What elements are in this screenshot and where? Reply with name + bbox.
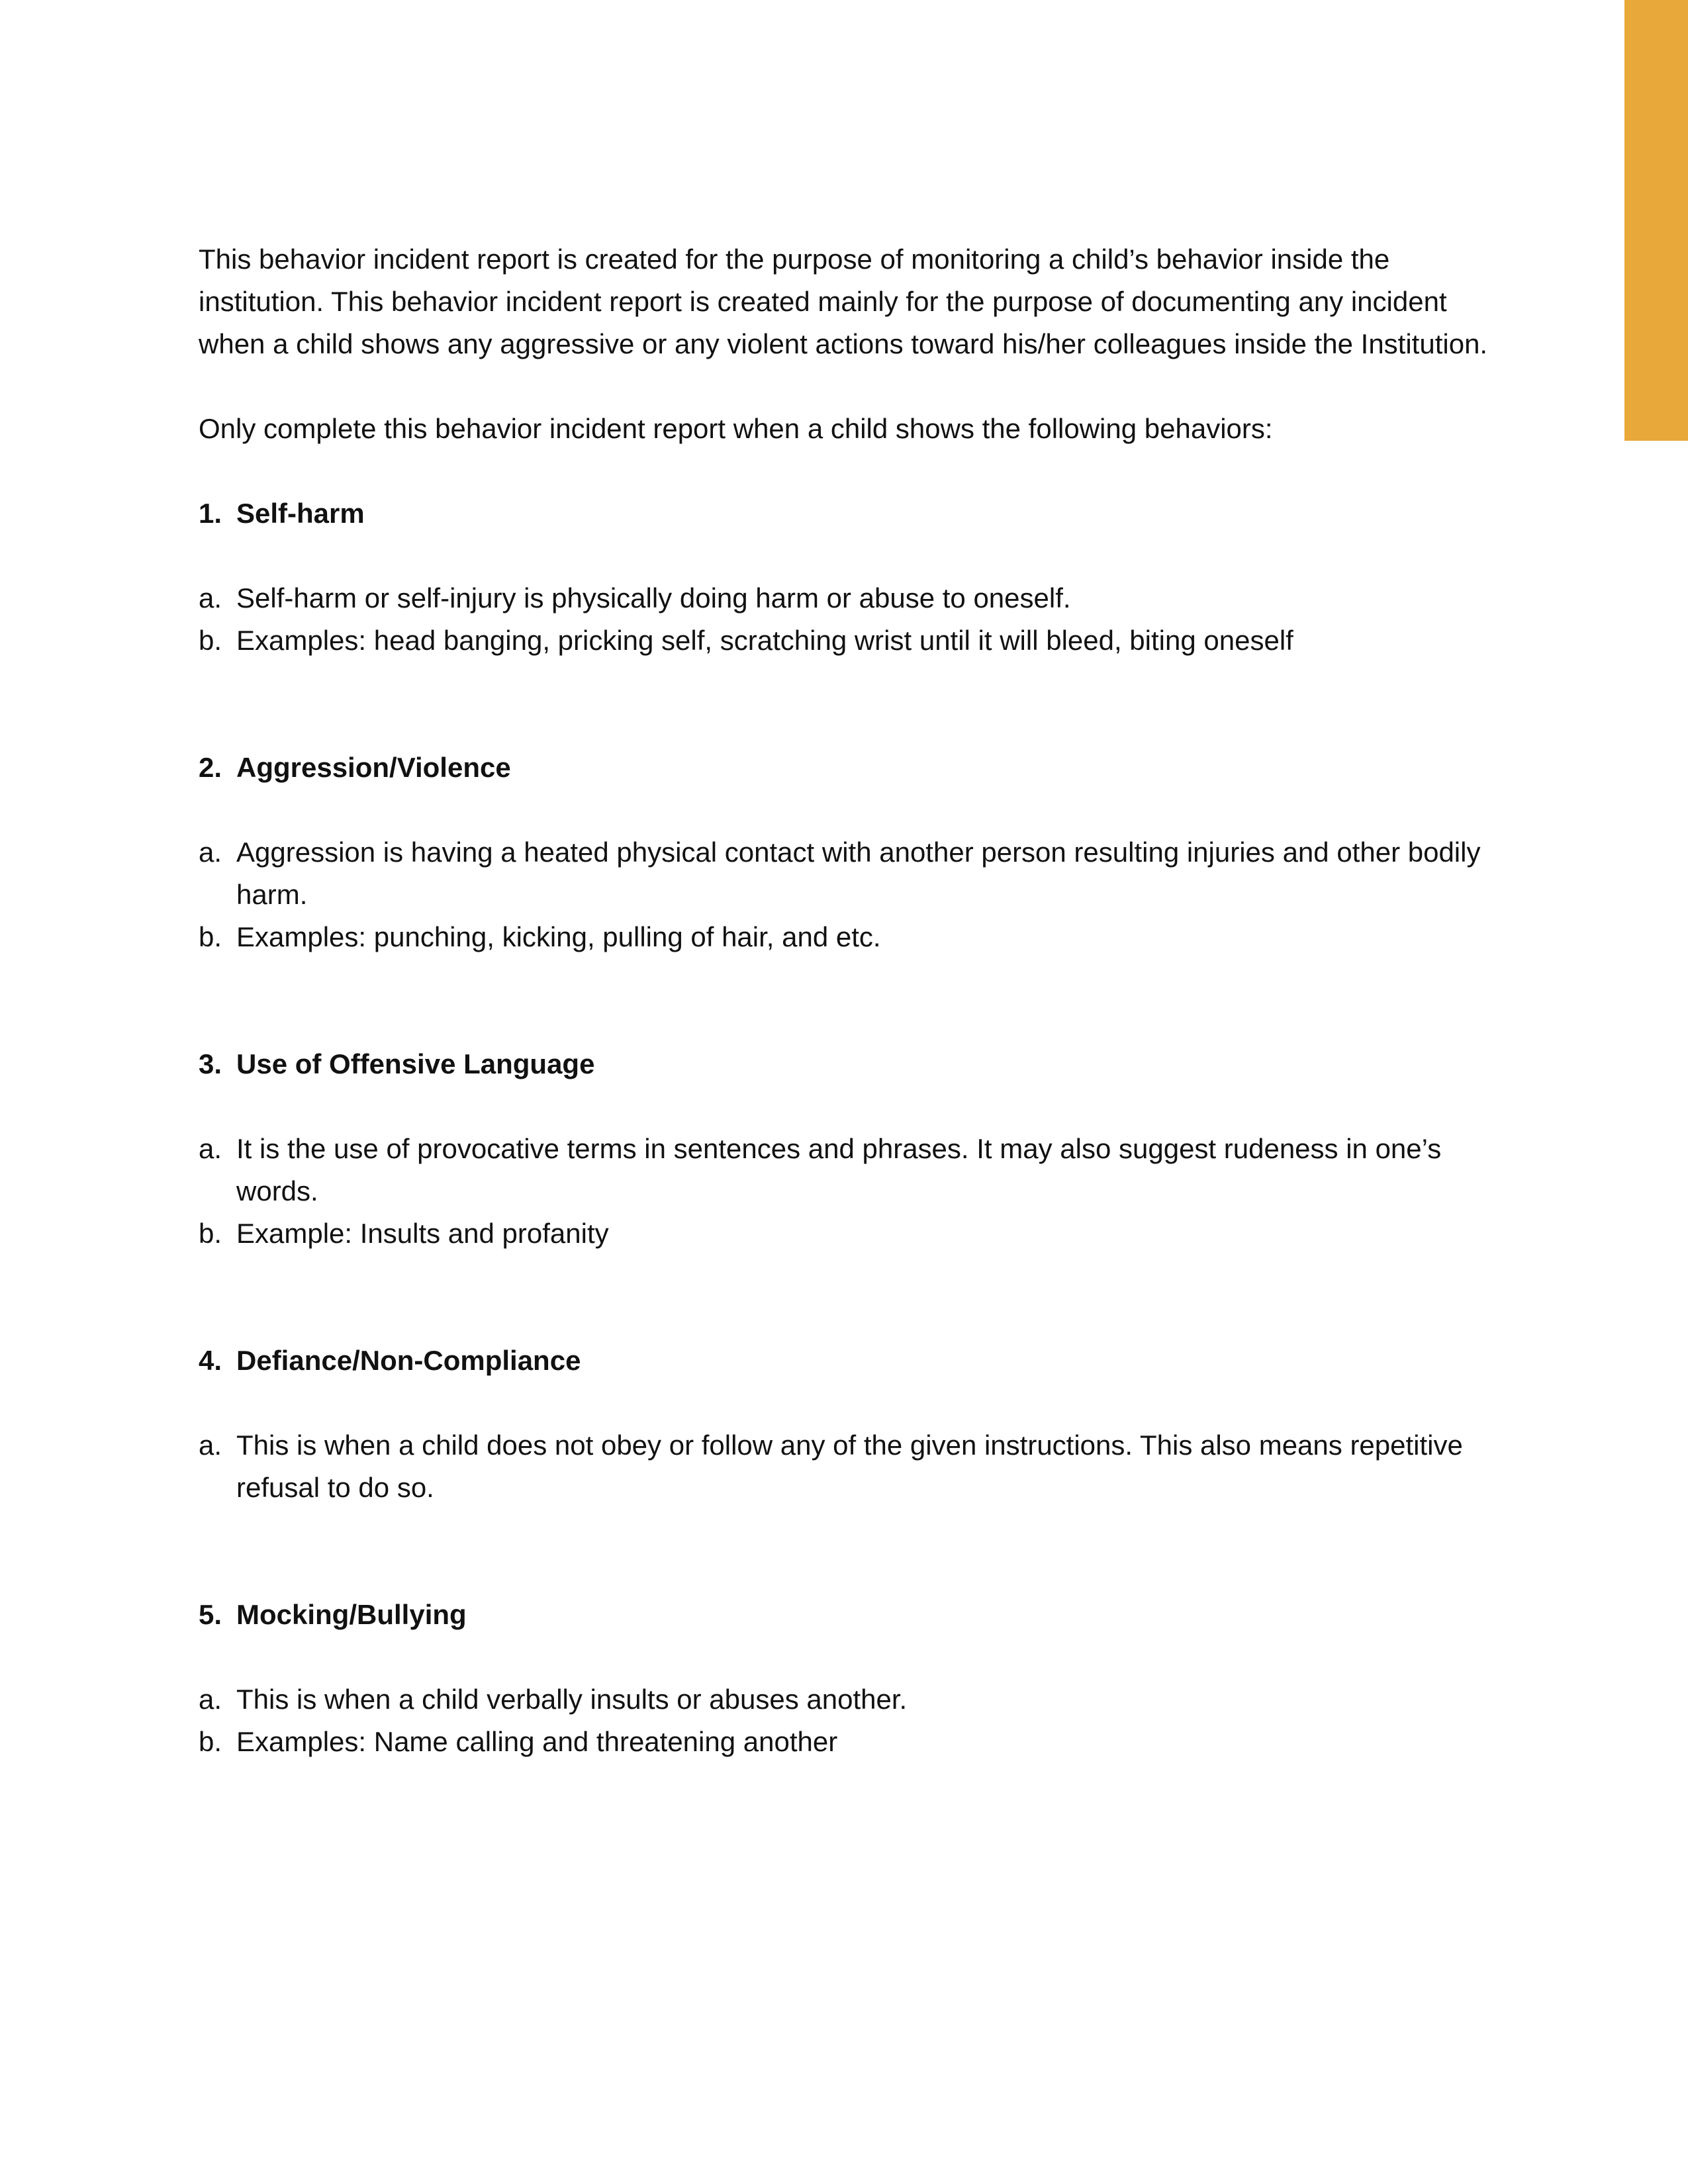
item-text: This is when a child verbally insults or abuses another. [236,1684,908,1715]
item-marker: a. [199,837,222,868]
item-marker: b. [199,921,222,952]
item-text: This is when a child does not obey or follow any of the given instructions. This also means repetitive refusal to do so. [236,1430,1463,1503]
section-self-harm [199,492,1496,662]
section-offensive-language [199,1043,1496,1255]
list-item [199,1721,1496,1763]
intro-paragraph: This behavior incident report is created for the purpose of monitoring a child’s behavior inside the institution. This behavior incident report is created mainly for the purpose of documenting any incident when a child shows any aggressive or any violent actions toward his/her colleagues inside the Institution. [199,244,1488,359]
item-text: Aggression is having a heated physical contact with another person resulting injuries and other bodily harm. [236,837,1481,910]
section-mocking-bullying [199,1594,1496,1763]
section-defiance [199,1340,1496,1509]
item-marker: b. [199,625,222,656]
section-spacer [199,1255,1496,1340]
section-number: 4. [199,1345,222,1376]
section-title: Use of Offensive Language [236,1048,595,1079]
section-title: Defiance/Non-Compliance [236,1345,581,1376]
section-items [199,1424,1496,1509]
item-text: Examples: punching, kicking, pulling of hair, and etc. [236,921,881,952]
document-body [199,238,1496,1763]
section-spacer [199,662,1496,747]
section-heading [199,1043,1496,1085]
list-item [199,1678,1496,1721]
section-number: 5. [199,1599,222,1630]
section-number: 1. [199,498,222,529]
item-marker: b. [199,1218,222,1249]
item-text: Examples: head banging, pricking self, scratching wrist until it will bleed, biting oneself [236,625,1293,656]
section-items [199,1128,1496,1255]
list-item [199,1128,1496,1212]
section-spacer [199,1509,1496,1594]
list-item [199,916,1496,958]
list-item [199,619,1496,662]
item-marker: a. [199,582,222,614]
section-items [199,1678,1496,1763]
list-item [199,1424,1496,1509]
item-marker: a. [199,1430,222,1461]
section-items [199,831,1496,958]
section-title: Mocking/Bullying [236,1599,467,1630]
section-spacer [199,958,1496,1043]
item-marker: a. [199,1133,222,1164]
instruction-paragraph: Only complete this behavior incident report when a child shows the following behaviors: [199,413,1273,444]
accent-bar [1624,0,1688,441]
section-number: 2. [199,752,222,783]
list-item [199,1212,1496,1255]
section-title: Self-harm [236,498,365,529]
item-text: Example: Insults and profanity [236,1218,609,1249]
section-items [199,577,1496,662]
item-text: Examples: Name calling and threatening another [236,1726,838,1757]
item-text: It is the use of provocative terms in sentences and phrases. It may also suggest rudeness in one’s words. [236,1133,1442,1206]
list-item [199,577,1496,619]
item-text: Self-harm or self-injury is physically doing harm or abuse to oneself. [236,582,1071,614]
section-heading [199,1340,1496,1382]
section-aggression [199,747,1496,958]
section-title: Aggression/Violence [236,752,511,783]
section-number: 3. [199,1048,222,1079]
section-heading [199,1594,1496,1636]
list-item [199,831,1496,916]
item-marker: a. [199,1684,222,1715]
section-heading [199,747,1496,789]
item-marker: b. [199,1726,222,1757]
section-heading [199,492,1496,535]
